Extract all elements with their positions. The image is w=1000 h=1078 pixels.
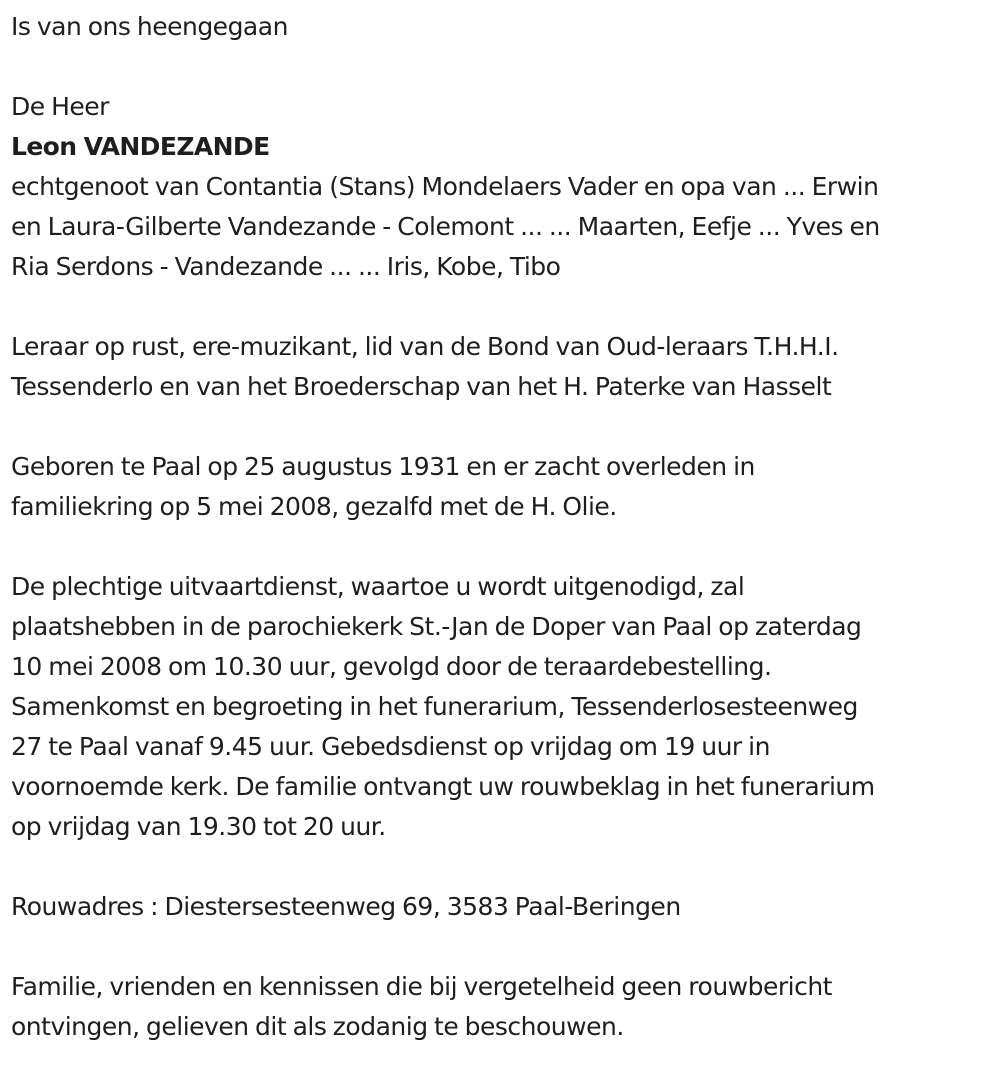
spacer: [11, 927, 993, 967]
service-line: De plechtige uitvaartdienst, waartoe u wordt uitgenodigd, zal: [11, 572, 745, 601]
spacer: [11, 527, 993, 567]
mourning-address: Rouwadres : Diestersesteenweg 69, 3583 Paal-Beringen: [11, 892, 681, 921]
service-line: voornoemde kerk. De familie ontvangt uw rouwbeklag in het funerarium: [11, 772, 875, 801]
service-line: op vrijdag van 19.30 tot 20 uur.: [11, 812, 386, 841]
profession-paragraph: [11, 327, 993, 407]
profession-line: Leraar op rust, ere-muzikant, lid van de Bond van Oud-leraars T.H.H.I.: [11, 332, 839, 361]
service-line: plaatshebben in de parochiekerk St.-Jan de Doper van Paal op zaterdag: [11, 612, 862, 641]
closing-line: ontvingen, gelieven dit als zodanig te beschouwen.: [11, 1012, 624, 1041]
honorific-title: De Heer: [11, 92, 109, 121]
closing-line: Familie, vrienden en kennissen die bij vergetelheid geen rouwbericht: [11, 972, 832, 1001]
spacer: [11, 287, 993, 327]
service-line: Samenkomst en begroeting in het funerarium, Tessenderlosesteenweg: [11, 692, 858, 721]
service-paragraph: [11, 567, 993, 847]
family-line: Ria Serdons - Vandezande ... ... Iris, Kobe, Tibo: [11, 252, 561, 281]
birth-paragraph: [11, 447, 993, 527]
spacer: [11, 47, 993, 87]
service-line: 10 mei 2008 om 10.30 uur, gevolgd door de teraardebestelling.: [11, 652, 772, 681]
closing-paragraph: [11, 967, 993, 1047]
spacer: [11, 407, 993, 447]
intro-text: Is van ons heengegaan: [11, 12, 288, 41]
deceased-name: Leon VANDEZANDE: [11, 132, 270, 161]
birth-line: familiekring op 5 mei 2008, gezalfd met de H. Olie.: [11, 492, 617, 521]
death-notice: [11, 7, 993, 1047]
spacer: [11, 847, 993, 887]
family-line: en Laura-Gilberte Vandezande - Colemont ... ... Maarten, Eefje ... Yves en: [11, 212, 880, 241]
family-paragraph: [11, 167, 993, 287]
birth-line: Geboren te Paal op 25 augustus 1931 en er zacht overleden in: [11, 452, 755, 481]
family-line: echtgenoot van Contantia (Stans) Mondelaers Vader en opa van ... Erwin: [11, 172, 879, 201]
service-line: 27 te Paal vanaf 9.45 uur. Gebedsdienst op vrijdag om 19 uur in: [11, 732, 770, 761]
profession-line: Tessenderlo en van het Broederschap van het H. Paterke van Hasselt: [11, 372, 832, 401]
